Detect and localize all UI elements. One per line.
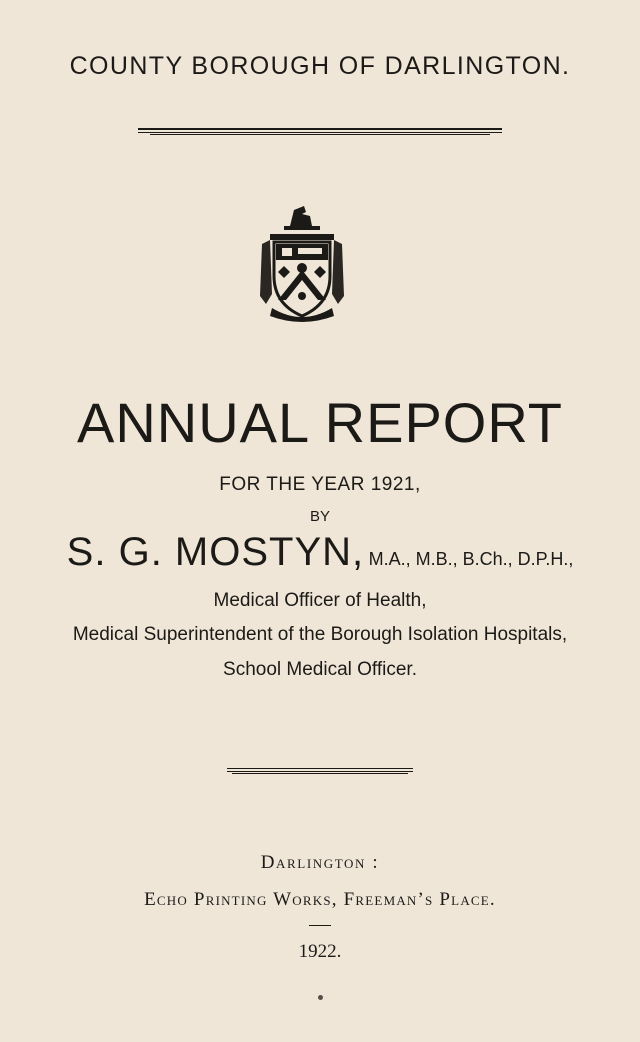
role-line: Medical Superintendent of the Borough Isolation Hospitals,	[72, 624, 568, 645]
imprint-divider	[227, 768, 413, 774]
author-line	[0, 530, 640, 575]
imprint-place: Darlington :	[260, 852, 380, 873]
author-qualifications: M.A., M.B., B.Ch., D.P.H.,	[368, 549, 574, 569]
ink-spot	[318, 995, 323, 1000]
borough-coat-of-arms-icon	[254, 204, 350, 326]
report-title: ANNUAL REPORT	[77, 391, 563, 454]
role-line: School Medical Officer.	[223, 659, 417, 680]
report-year: FOR THE YEAR 1921,	[219, 474, 421, 495]
imprint-printer: Echo Printing Works, Freeman’s Place.	[144, 889, 496, 910]
council-name: COUNTY BOROUGH OF DARLINGTON.	[69, 52, 571, 80]
header-divider	[138, 128, 502, 135]
imprint-dash	[309, 925, 331, 926]
by-label: BY	[309, 508, 330, 525]
imprint-date: 1922.	[298, 941, 342, 962]
author-name: S. G. MOSTYN,	[66, 530, 365, 574]
role-line: Medical Officer of Health,	[213, 590, 427, 611]
